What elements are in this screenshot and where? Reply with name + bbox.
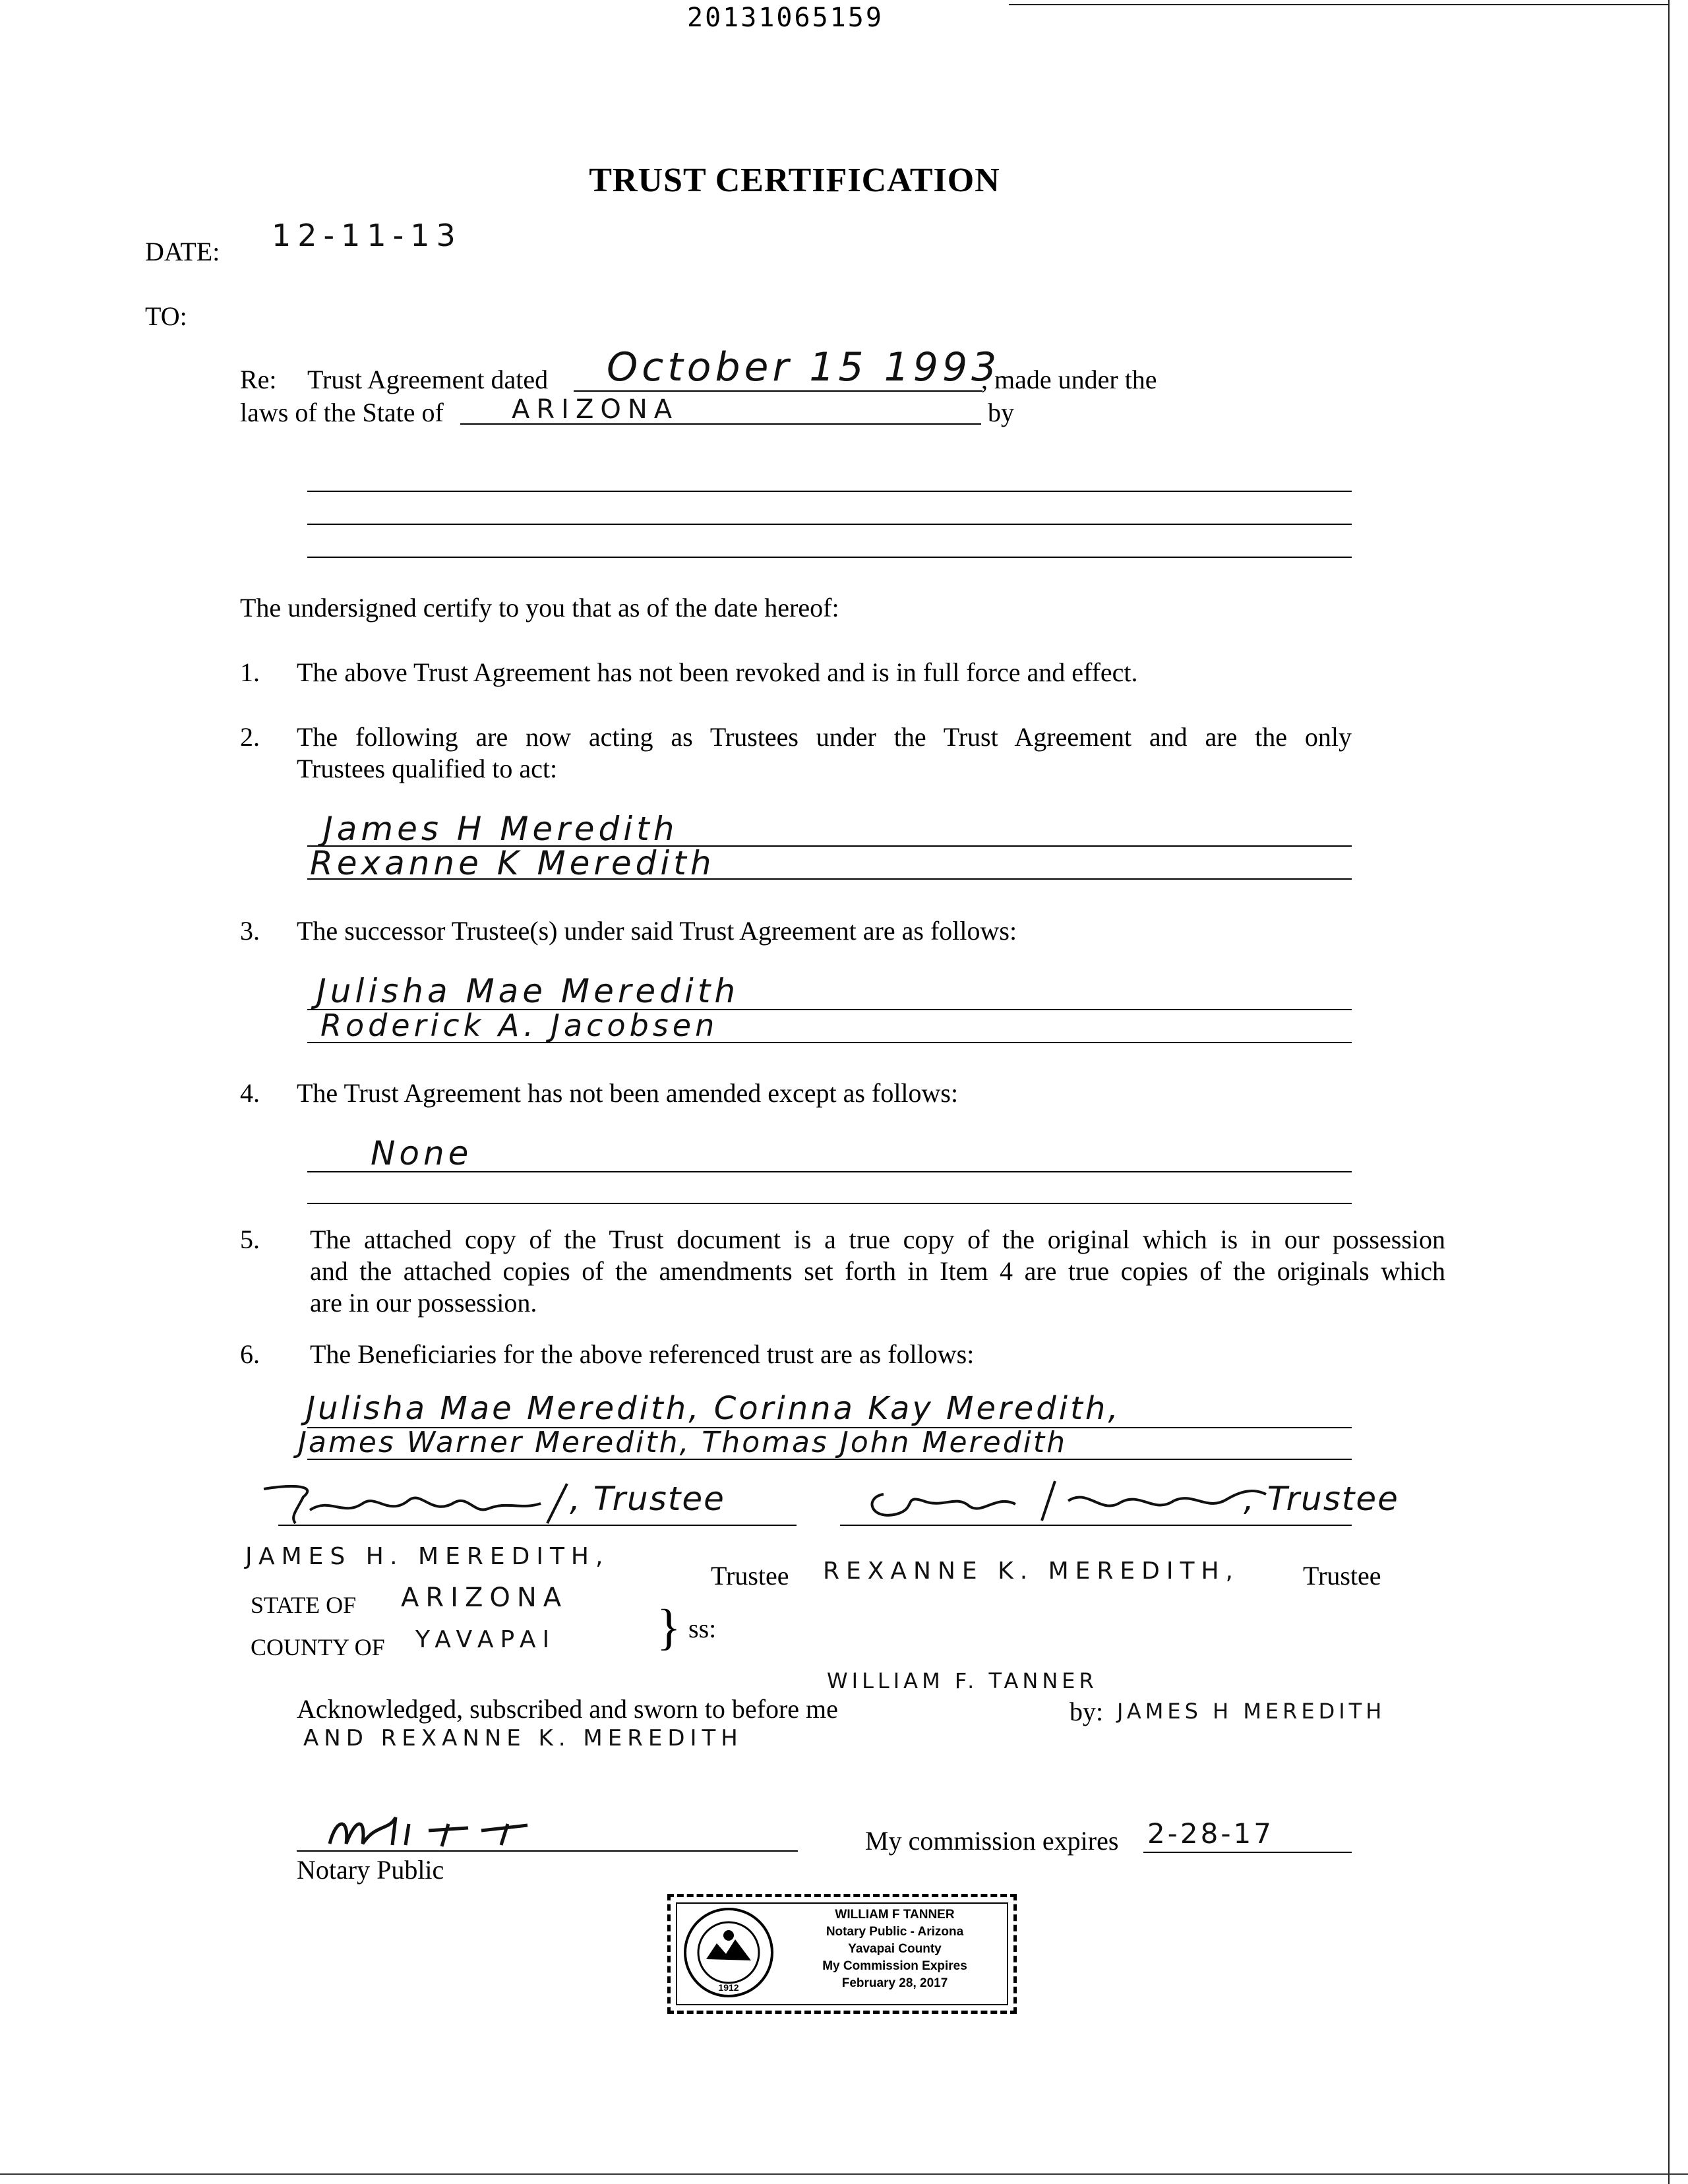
item-4-text: The Trust Agreement has not been amended except as follows: [297, 1078, 959, 1108]
scan-edge-bottom [0, 2173, 1688, 2175]
re-text-laws: laws of the State of [240, 398, 444, 427]
item-1-number: 1. [240, 657, 260, 687]
scan-edge-top [1009, 4, 1668, 5]
amendment-line-2 [307, 1203, 1352, 1204]
trustee-name-1-handwritten: James H Meredith [323, 810, 678, 848]
beneficiaries-line-2-handwritten: James Warner Meredith, Thomas John Meredith [298, 1426, 1067, 1459]
notary-name-handwritten: WILLIAM F. TANNER [827, 1668, 1098, 1693]
stamp-line-expires-date: February 28, 2017 [841, 1976, 948, 1990]
arizona-seal-icon [682, 1906, 775, 1999]
notary-signature [316, 1804, 554, 1857]
state-handwritten: ARIZONA [512, 394, 679, 425]
county-of-label: COUNTY OF [251, 1634, 385, 1660]
item-1-text: The above Trust Agreement has not been revoked and is in full force and effect. [297, 657, 1138, 687]
state-of-label: STATE OF [251, 1592, 357, 1618]
amendment-value-handwritten: None [371, 1134, 473, 1172]
trustee-name-2-handwritten: Rexanne K Meredith [310, 844, 715, 882]
item-5-line-2: and the attached copies of the amendments set forth in Item 4 are true copies of the originals which [310, 1256, 1445, 1286]
successor-name-1-handwritten: Julisha Mae Meredith [316, 972, 740, 1010]
seal-year: 1912 [718, 1982, 739, 1993]
stamp-line-county: Yavapai County [848, 1942, 942, 1956]
date-value-handwritten: 12-11-13 [272, 218, 462, 253]
agreement-date-underline [574, 390, 982, 392]
item-5-line-1: The attached copy of the Trust document is a true copy of the original which is in our possession [310, 1225, 1445, 1254]
item-3-number: 3. [240, 916, 260, 946]
agreement-date-handwritten: October 15 1993 [607, 344, 1001, 390]
venue-county-handwritten: YAVAPAI [415, 1626, 557, 1653]
stamp-line-name: WILLIAM F TANNER [835, 1908, 955, 1922]
trustee-signature-1-suffix: , Trustee [570, 1480, 725, 1518]
recording-number: 20131065159 [687, 3, 884, 33]
item-2-line-2: Trustees qualified to act: [297, 754, 558, 783]
signature-rexanne-meredith [857, 1468, 1279, 1531]
commission-expires-label: My commission expires [865, 1826, 1119, 1856]
signer-name-1-handwritten: JAMES H. MEREDITH, [245, 1543, 610, 1570]
venue-ss: ss: [688, 1614, 717, 1643]
by-blank-line-2 [307, 524, 1352, 525]
notary-signature-line [297, 1850, 798, 1852]
scan-edge-right [1668, 0, 1670, 2184]
item-5-line-3: are in our possession. [310, 1288, 537, 1318]
stamp-line-expires-label: My Commission Expires [822, 1959, 967, 1973]
date-label: DATE: [145, 237, 220, 266]
re-text-made-under: , made under the [981, 365, 1157, 394]
signer-name-2-handwritten: REXANNE K. MEREDITH, [823, 1558, 1240, 1585]
acknowledgment-by-handwritten-2: AND REXANNE K. MEREDITH [303, 1725, 743, 1751]
beneficiaries-line-1-handwritten: Julisha Mae Meredith, Corinna Kay Meredith, [306, 1390, 1121, 1427]
item-6-text: The Beneficiaries for the above referenced trust are as follows: [310, 1339, 975, 1369]
signer-trustee-label-2: Trustee [1303, 1561, 1381, 1591]
item-6-number: 6. [240, 1339, 260, 1369]
trustee-signature-2-suffix: , Trustee [1244, 1480, 1399, 1518]
notary-public-label: Notary Public [297, 1855, 444, 1885]
signer-trustee-label-1: Trustee [711, 1561, 789, 1591]
item-4-number: 4. [240, 1078, 260, 1108]
notary-stamp [667, 1894, 1017, 2014]
notary-stamp-text [783, 1906, 1007, 1992]
acknowledgment-by-label: by: [1070, 1697, 1104, 1726]
by-blank-line-1 [307, 491, 1352, 492]
by-blank-line-3 [307, 557, 1352, 558]
re-text-by: by [988, 398, 1014, 427]
item-2-number: 2. [240, 722, 260, 752]
certify-intro: The undersigned certify to you that as of the date hereof: [240, 593, 839, 622]
venue-state-handwritten: ARIZONA [401, 1583, 568, 1613]
commission-expires-underline [1143, 1852, 1352, 1853]
venue-brace: } [657, 1600, 681, 1655]
stamp-line-title: Notary Public - Arizona [826, 1925, 964, 1939]
to-label: TO: [145, 301, 187, 331]
item-5-number: 5. [240, 1225, 260, 1254]
successor-name-2-handwritten: Roderick A. Jacobsen [320, 1008, 719, 1043]
commission-expires-handwritten: 2-28-17 [1147, 1817, 1274, 1850]
item-3-text: The successor Trustee(s) under said Trust Agreement are as follows: [297, 916, 1017, 946]
re-text-trust-agreement: Trust Agreement dated [307, 365, 549, 394]
acknowledgment-text: Acknowledged, subscribed and sworn to before me [297, 1694, 838, 1724]
item-2-line-1: The following are now acting as Trustees under the Trust Agreement and are the only [297, 722, 1352, 752]
page-title: TRUST CERTIFICATION [589, 162, 1000, 199]
re-label: Re: [240, 365, 277, 394]
acknowledgment-by-handwritten: JAMES H MEREDITH [1117, 1699, 1386, 1724]
